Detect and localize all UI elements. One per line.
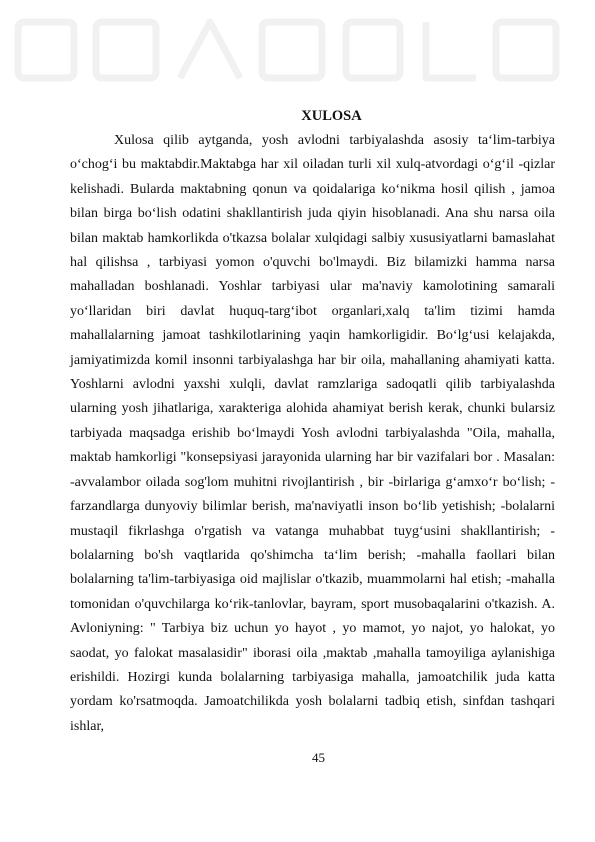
- body-paragraph: Xulosa qilib aytganda, yosh avlodni tarbiyalashda asosiy ta‘lim-tarbiya o‘chog‘i bu maktabdir.Maktabga har xil oiladan turli xil xulq-atvordagi o‘g‘il -qizlar kelishadi. Bularda maktabning qonun va qoidalariga ko‘nikma hosil qilish , jamoa bilan birga bo‘lish odatini shakllantirish juda qiyin hisoblanadi. Ana shu narsa oila bilan maktab hamkorlikda o'tkazsa bolalar xulqidagi salbiy xususiyatlarni bamaslahat hal qilishsa , tarbiyasi yomon o'quvchi bo'lmaydi. Biz bilamizki hamma narsa mahalladan boshlanadi. Yoshlar tarbiyasi ular ma'naviy kamolotining samarali yo‘llaridan biri davlat huquq-targ‘ibot organlari,xalq ta'lim tizimi hamda mahallalarning jamoat tashkilotlarining yaqin hamkorligidir. Bo‘lg‘usi kelajakda, jamiyatimizda komil insonni tarbiyalashga har bir oila, mahallaning ahamiyati katta. Yoshlarni avlodni yaxshi xulqli, davlat ramzlariga sadoqatli qilib tarbiyalashda ularning yosh jihatlariga, xarakteriga alohida ahamiyat berish kerak, chunki bularsiz tarbiyada maqsadga erishib bo‘lmaydi Yosh avlodni tarbiyalashda "Oila, mahalla, maktab hamkorligi "konsepsiyasi jarayonida ularning har bir vazifalari bor . Masalan: -avvalambor oilada sog'lom muhitni rivojlantirish , bir -birlariga g‘amxo‘r bo‘lish; -farzandlarga dunyoviy bilimlar berish, ma'naviyatli inson bo‘lib yetishish; -bolalarni mustaqil fikrlashga o'rgatish va vatanga muhabbat tuyg‘usini shakllantirish; -bolalarning bo'sh vaqtlarida qo'shimcha ta‘lim berish; -mahalla faollari bilan bolalarning ta'lim-tarbiyasiga oid majlislar o'tkazib, muammolarni hal etish; -mahalla tomonidan o'quvchilarga ko‘rik-tanlovlar, bayram, sport musobaqalarini o'tkazish. A. Avloniyning: " Tarbiya biz uchun yo hayot , yo mamot, yo najot, yo halokat, yo saodat, yo falokat masalasidir" iborasi oila ,maktab ,mahalla tamoyiliga aylanishiga erishildi. Hozirgi kunda bolalarning tarbiyasiga mahalla, jamoatchilik juda katta yordam ko'rsatmoqda. Jamoatchilikda yosh bolalarni tadbiq etish, sinfdan tashqari ishlar,: [70, 133, 555, 734]
- document-page: [70, 104, 555, 739]
- page-title: XULOSA: [301, 108, 362, 124]
- watermark-pattern: [0, 0, 595, 100]
- page-number: 45: [312, 750, 325, 765]
